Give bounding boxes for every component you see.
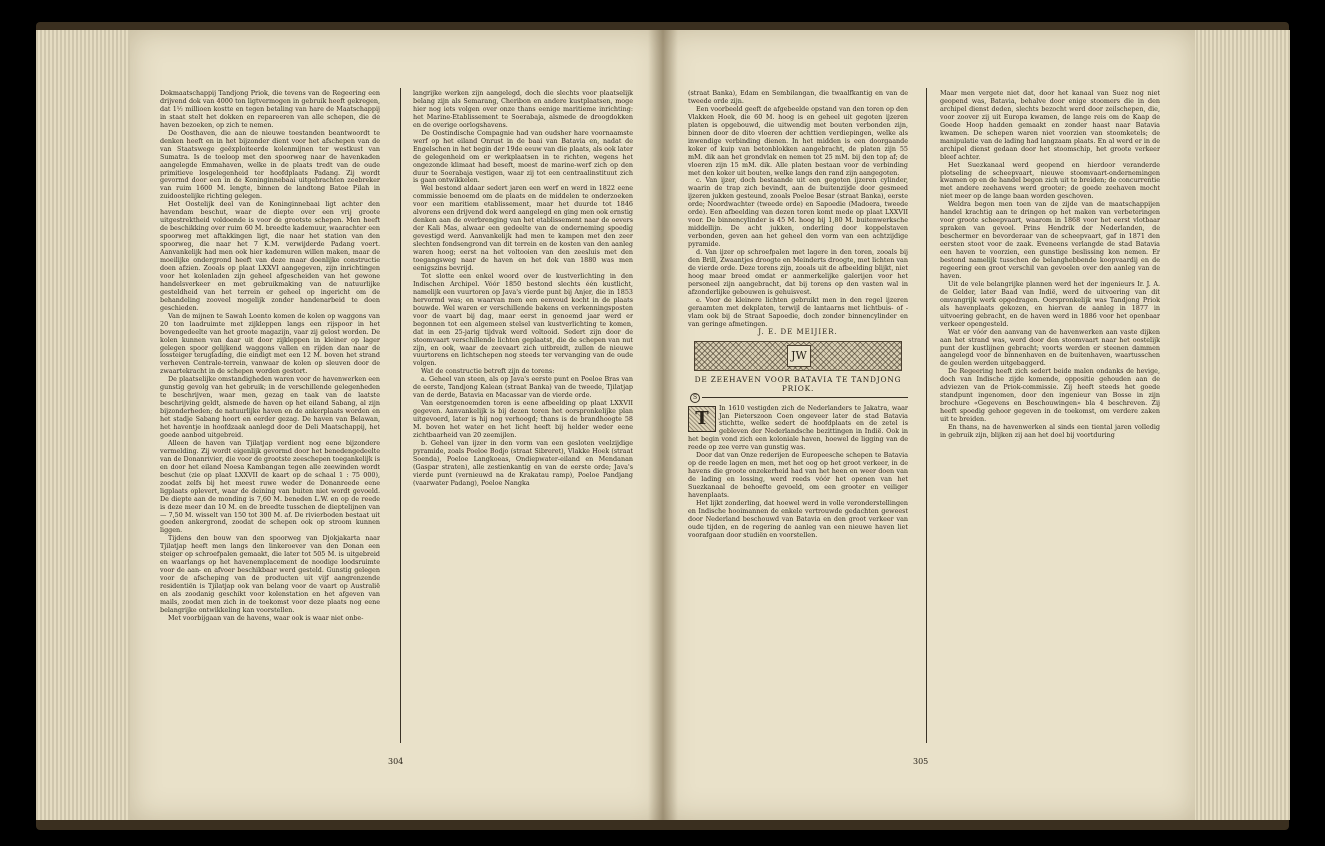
book-gutter: [648, 30, 678, 820]
monogram-icon: JW: [787, 345, 811, 367]
body-paragraph: En thans, na de havenwerken al sinds een tiental jaren volledig in gebruik zijn, blijken zij aan het doel bij voortduring: [940, 423, 1160, 439]
body-paragraph: b. Geheel van ijzer in den vorm van een gesloten veelzijdige pyramide, zoals Poeloe Bodjo (straat Sibreret), Vlakke Hoek (straat Soenda), Poeloe Langkoeas, Ondiepwater-eiland en Mendanan (Gaspar straten), alle zestienkantig en van de eerste orde; Java's vierde punt (vernieuwd na de Krakatau ramp), Poeloe Pandjang (vaarwater Padang), Poeloe Nangka: [413, 438, 633, 487]
body-paragraph: De Oosthaven, die aan de nieuwe toestanden beantwoordt te denken heeft en in het bijzonder dient voor het afschepen van de van Staatswege geëxploiteerde kolenmijnen ter westkust van Sumatra. Is de toeloop met den spoorweg naar de havenkaden aangelegde Emmahaven, welke in de plaats tredt van de oude primitieve losgelegenheid ter hoofdplaats Padang. Zij wordt gevormd door een in de Koninginnebaai uitgebrachten zeebreker van ruim 1600 M. lengte, binnen de landtong Batoe Pilah in zuidoostelijke richting gelegen.: [160, 128, 380, 201]
body-paragraph: Maar men vergete niet dat, door het kanaal van Suez nog niet geopend was, Batavia, behalve door enige stoomers die in den archipel dienst deden, slechts bezocht werd door zeilschepen, die, voor zoover zij uit Europa kwamen, de lange reis om de Kaap de Goede Hoop hadden gemaakt en zonder haast naar Batavia kwamen. De schepen waren niet voorzien van stoomketels; de manipulatie van de lading had langzaam plaats. En al werd er in de archipel dienst gedaan door het stoomschip, het groote verkeer bleef achter.: [940, 90, 1160, 161]
page-edges-left: [36, 30, 136, 820]
body-paragraph: Uit de vele belangrijke plannen werd het der ingenieurs Ir. J. A. de Gelder, later Baad van Indië, werd de uitvoering van dit omvangrijk werk opgedragen. Oorspronkelijk was Tandjong Priok als havenplaats gekozen, en hiervan de aanleg in 1877 in uitvoering gebracht, en de haven werd in 1886 voor het openbaar verkeer opengesteld.: [940, 279, 1160, 328]
body-paragraph: e. Voor de kleinere lichten gebruikt men in den regel ijzeren geraamten met dekplaten, terwijl de lantaarns met lichtbuis- of -vlam ook bij de Straat Sapoedie, doch zonder binnencylinder en van geringe afmetingen.: [688, 295, 908, 328]
body-paragraph: Met voorbijgaan van de havens, waar ook is waar niet onbe-: [168, 613, 364, 622]
left-page-column-1: [160, 90, 380, 740]
body-paragraph: a. Geheel van steen, als op Java's eerste punt en Poeloe Bras van de eerste, Tandjong Kalean (straat Banka) van de tweede, Tjilatjap van de derde, Batavia en Macassar van de vierde orde.: [413, 375, 633, 400]
body-paragraph: d. Van ijzer op schroefpalen met lagere in den toren, zooals bij den Brill, Zwaantjes droogte en Meinderts droogte, met lichten van de vierde orde. Deze torens zijn, zooals uit de afbeelding blijkt, niet hoog maar breed omdat er aanmerkelijke galerijen voor het personeel zijn aangebracht, dat bij torens op den vasten wal in afzonderlijke gebouwen is gehuisvest.: [688, 248, 908, 296]
body-paragraph: Het Suezkanaal werd geopend en hierdoor veranderde plotseling de scheepvaart, nieuwe stoomvaart-ondernemingen kwamen op en de handel begon zich uit te breiden; de concurrentie met andere zeehavens werd grooter; de goede zeehaven mocht niet meer op de lange baan worden geschoven.: [940, 160, 1160, 201]
body-paragraph: Door dat van Onze rederijen de Europeesche schepen te Batavia op de reede lagen en men, met het oog op het groot verkeer, in de havens die groote onzekerheid had van het heen en weer doen van de lading en lossing, werd reeds vóór het openen van het Suezkanaal de behoefte gevoeld, om een grooter en veiliger havenplaats.: [688, 451, 908, 500]
body-paragraph: Van eerstgenoemden toren is eene afbeelding op plaat LXXVII gegeven. Aanvankelijk is bij dezen toren het oorspronkelijke plan uitgevoerd, later is hij nog verhoogd; thans is de brandhoogte 58 M. boven het water en het licht heeft bij helder weder eene zichtbaarheid van 20 zeemijlen.: [413, 399, 633, 439]
body-paragraph: langrijke werken zijn aangelegd, doch die slechts voor plaatselijk belang zijn als Semarang, Cheribon en andere kustplaatsen, moge hier nog iets volgen over onze thans eenige maritieme inrichting: het Marine-Etablissement te Soerabaja, alsmede de droogdokken en de overige oorlogshavens.: [413, 90, 633, 129]
right-page-column-1: [688, 90, 908, 740]
right-page-column-2: [940, 90, 1160, 740]
body-paragraph: Het lijkt zonderling, dat hoewel werd in volle veronderstellingen en Indische hooimannen de enkele vertrouwde gedachten geweest door Nederland beschouwd van Batavia en den groot verkeer van oude tijden, en de regering de aanleg van een nieuwe haven liet voorafgaan door studiën en voorstellen.: [688, 498, 908, 539]
body-paragraph: Een voorbeeld geeft de afgebeelde opstand van den toren op den Vlakken Hoek, die 60 M. hoog is en geheel uit gegoten ijzeren platen is opgebouwd, die uitwendig met bouten verbonden zijn, binnen door de dito vloeren der achttien verdiepingen, welke als inwendige verbinding dienen. In het midden is een doorgaande koker of kuip van betonblokken aangebracht, de platen zijn 55 mM. dik aan het grondvlak en nemen tot 25 mM. bij den top af; de vloeren zijn 15 mM. dik. Alle platen bestaan voor de verbinding met den koker uit bouten, welke langs den rand zijn aangegoten.: [688, 104, 908, 177]
body-paragraph: Wel bestond aldaar sedert jaren een werf en werd in 1822 eene commissie benoemd om de plaats en de middelen te onderzoeken voor een maritiem etablissement, maar het duurde tot 1846 alvorens een drijvend dok werd aangelegd en ging men ook ernstig denken aan de overbrenging van het etablissement naar de oevers der Kali Mas, alwaar een gedeelte van de onderneming spoedig gevestigd werd. Aanvankelijk had men te kampen met den zeer slechten fondsengrond van dit terrein en de kosten van den aanleg waren hoog; eerst na het voltooien van den zeesluis met den toegangsweg naar de haven en het dok van 1880 was men eenigszins bevrijd.: [413, 184, 633, 272]
column-rule: [926, 88, 927, 743]
column-rule: [400, 88, 401, 743]
right-page: [663, 30, 1195, 820]
article-title: DE ZEEHAVEN VOOR BATAVIA TE TANDJONG PRIOK.: [694, 374, 902, 393]
drop-cap: T: [688, 406, 716, 432]
body-paragraph: Wat er vóór den aanvang van de havenwerken aan vaste dijken aan het strand was, werd door den stoomvaart naar het oostelijk punt der kustlijnen gebracht; voorts werden er steenen dammen aangelegd voor de binnenhaven en de buitenhaven, waartusschen de geulen werden uitgebaggerd.: [940, 327, 1160, 368]
body-paragraph: In 1610 vestigden zich de Nederlanders te Jakatra, waar Jan Pieterszoon Coen ongeveer later de stad Batavia stichtte, welke sedert de hoofdplaats en de zetel is gebleven der Nederlandsche bezittingen in Indië. Ook in het begin vond zich een koloniale haven, hoewel de ligging van de reede op zee verre van gunstig was.: [688, 403, 908, 452]
page-number-left: 304: [388, 757, 404, 766]
page-number-right: 305: [913, 757, 929, 766]
body-paragraph: Wat de constructie betreft zijn de torens:: [421, 367, 555, 376]
body-paragraph: c. Van ijzer, doch bestaande uit een gegoten ijzeren cylinder, waarin de trap zich bevindt, aan de buitenzijde door gesmeed ijzeren jukken gesteund, zooals Poeloe Besar (straat Banka), eerste orde; Noordwachter (tweede orde) en Sapoedie (Madoera, tweede orde). Een afbeelding van dezen toren komt mede op plaat LXXVII voor. De binnencylinder is 45 M. hoog bij 1,80 M. buitenwerksche middellijn. De acht jukken, onderling door koppelstaven verbonden, geven aan het geheel den vorm van een achtzijdige pyramide.: [688, 176, 908, 249]
title-vignette: [688, 393, 908, 403]
body-paragraph: Alleen de haven van Tjilatjap verdient nog eene bijzondere vermelding. Zij wordt eigenlijk gevormd door het benedengedeelte van de Donanrivier, die voor de grootste zeeschepen toegankelijk is en door het eiland Noesa Kambangan tegen alle zeewinden wordt beschut (zie op plaat LXXVII de kaart op de schaal 1 : 75 000), zoodat zelfs bij het meest ruwe weder de Donanreede eene ligplaats oplevert, waar de deining van buiten niet wordt gevoeld. De diepte aan de monding is 7,60 M. beneden L.W. en op de reede is deze meer dan 10 M. en de breedte tusschen de dieptelijnen van — 7,50 M. wisselt van 150 tot 300 M. af. De rivierboden bestaat uit goeden ankergrond, zoodat de schepen ook op stroom kunnen liggen.: [160, 438, 380, 535]
body-paragraph: Tijdens den bouw van den spoorweg van Djokjakarta naar Tjilatjap heeft men langs den linkeroever van den Donan een steiger op schroefpalen gemaakt, die later tot 505 M. is uitgebreid en waarlangs op het havenemplacement de noodige loodsruimte voor de aan- en afvoer beschikbaar werd gesteld. Gunstig gelegen voor de afscheping van de producten uit vijf aangrenzende residentiën is Tjilatjap ook van belang voor de vaart op Australië en als zoodanig geschikt voor kolenstation en het afgeven van mails, zoodat men zich in de toekomst voor deze plaats nog eene belangrijke ontwikkeling kan voorstellen.: [160, 534, 380, 614]
body-paragraph: Tot slotte een enkel woord over de kustverlichting in den Indischen Archipel. Vóór 1850 bestond slechts één kustlicht, namelijk een vuurtoren op Java's vierde punt bij Anjer, die in 1853 hervormd was; en waarvan men een eenvoud kocht in de plaats bouwde. Wel waren er verschillende bakens en verkenningsposten voor de vaart bij dag, maar eerst in genoemd jaar werd er begonnen tot een algemeen stelsel van kustverlichting te komen, dat in een 25-jarig tijdvak werd voltooid. Sedert zijn door de stoomvaart verschillende lichten geplaatst, die de schepen van nut zijn, en ook, waar de zeevaart zich uitbreidt, zullen de nieuwe vuurtorens en lichtschepen nog steeds ter vervanging van de oude volgen.: [413, 271, 633, 368]
page-edges-right: [1190, 30, 1290, 820]
left-page-column-2: [413, 90, 633, 740]
body-paragraph: Dokmaatschappij Tandjong Priok, die tevens van de Regeering een drijvend dok van 4000 ton ligtvermogen in gebruik heeft gekregen, dat 1½ millioen kostte en tegen betaling van hare de Maatschappij in staat stelt het dokken en repareeren van alle schepen, die de haven bezoeken, op zich te nemen.: [160, 90, 380, 129]
ornamental-header-band: [694, 341, 902, 371]
body-paragraph: Het Oostelijk deel van de Koninginnebaai ligt achter den havendam beschut, waar de diepte over een vrij groote uitgestrektheid voldoende is voor de grootste schepen. Men heeft de beschikking over ruim 60 M. breedte kademuur, waarachter een spoorweg met aftakkingen ligt, die naar het station van den spoorweg, die naar het 7 K.M. verwijderde Padang voert. Aanvankelijk had men ook hier kademuren willen maken, maar de moeilijke ondergrond heeft van deze maar doenlijke constructie doen afzien. Zooals op plaat LXXVI aangegeven, zijn inrichtingen voor het kolenladen zijn geheel afgescheiden van het gewone handelsverkeer en met gebruikmaking van de natuurlijke gesteldheid van het terrein er geheel op ingericht om de behandeling zooveel mogelijk zonder handenarbeid te doen geschieden.: [160, 200, 380, 312]
body-paragraph: De Oostindische Compagnie had van oudsher hare voornaamste werf op het eiland Onrust in de baai van Batavia en, nadat de Engelschen in het begin der 19de eeuw van die plaats, als ook later de gelegenheid om er werkplaatsen in te richten, wegens het ongezonde klimaat had beseft, moest de marine-werf zich op den duur te Soerabaja vestigen, waar zij tot een centraalinstituut zich is gaan ontwikkelen.: [413, 128, 633, 185]
body-paragraph: De plaatselijke omstandigheden waren voor de havenwerken een gunstig gevolg van het gebruik; in de verschillende gelegenheden te beschrijven, waar men, gezag en taak van de laatste beschrijving geldt, alsmede de haven op het eiland Sabang, al zijn bijzonderheden; de natuurlijke haven en de ankerplaats worden en het stadje Sabang hoort en eerder gezag. De haven van Belawan, het haventje in hoofdzaak aanlegd door de Deli Maatschappij, het goede aanbod uitgebreid.: [160, 375, 380, 439]
article-signature: J. E. DE MEIJIER.: [758, 327, 838, 336]
body-paragraph: De Regeering heeft zich sedert beide malen ondanks de hevige, doch van Indische zijde komende, oppositie gehouden aan de adviezen van de Priok-commissie. Zij heeft steeds het goede standpunt ingenomen, door den ingenieur van Bosse in zijn brochure «Gegevens en Beschouwingen» bla 4 beschreven. Zij heeft spoedig gehoor gegeven in de toekomst, om verdere zaken uit te breiden.: [940, 367, 1160, 424]
body-paragraph: Van de mijnen te Sawah Loento komen de kolen op waggons van 20 ton laadruimte met zijkleppen langs een rijspoor in het bovengedeelte van het groote magazijn, vaar zij gelost worden. De kolen kunnen van daar uit door zijkleppen in kleiner op lager gelegen spoor gelijkend waggons vallen en rijden dan naar de lossteiger teruglading, die eindigt met een 12 M. boven het strand verheven Centrale-terrein, vanwaar de kolen op sleuven door de zwaartekracht in de schepen worden gestort.: [160, 311, 380, 376]
vignette-icon: S: [690, 393, 700, 403]
left-page: [130, 30, 663, 820]
body-paragraph: Weldra begon men toen van de zijde van de maatschappijen handel krachtig aan te dringen op het maken van verbeteringen voor groote scheepvaart, waarom in 1868 voor het eerst vlotbaar spraken van gevoel. Prins Hendrik der Nederlanden, de beschermer en bevorderaar van de scheepvaart, gaf in 1871 den eersten stoot voor de zaak. Eveneens verlangde de stad Batavia een haven te voorzien, een gunstige beslissing kon nemen. Er bestond namelijk tusschen de belanghebbende koopvaardij en de regeering een groot verschil van gevoelen over den aanleg van de haven.: [940, 200, 1160, 280]
vignette-line: [702, 397, 908, 398]
body-paragraph: (straat Banka), Edam en Sembilangan, die twaalfkantig en van de tweede orde zijn.: [688, 90, 908, 105]
